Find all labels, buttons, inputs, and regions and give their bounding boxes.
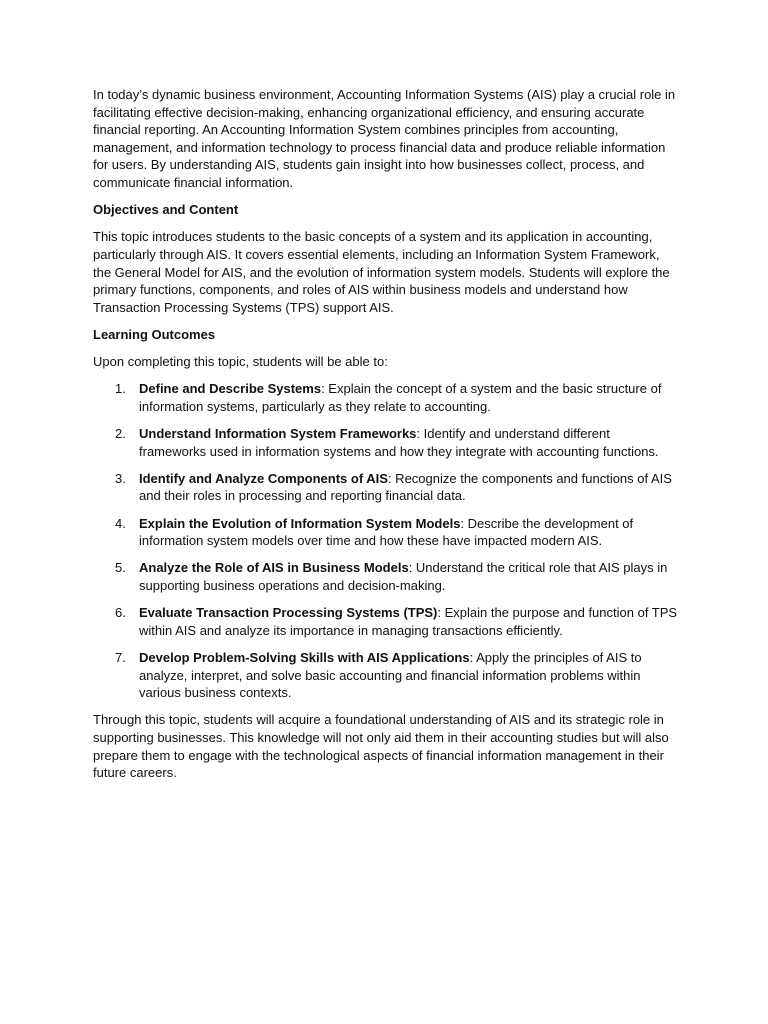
list-item-text: : Identify and understand different frameworks used in information systems and how they integrate with accounting functions. xyxy=(139,426,659,459)
list-item-term: Evaluate Transaction Processing Systems (TPS) xyxy=(139,605,438,621)
objectives-paragraph: This topic introduces students to the basic concepts of a system and its application in accounting, particularly through AIS. It covers essential elements, including an Information System Framework, the General Model for AIS, and the evolution of information system models. Students will explore the primary functions, components, and roles of AIS within business models and understand how Transaction Processing Systems (TPS) support AIS. xyxy=(93,229,670,315)
list-item-number: 4. xyxy=(115,515,126,531)
document-page xyxy=(93,86,679,791)
list-item xyxy=(93,470,679,505)
list-item-number: 2. xyxy=(115,426,126,442)
list-item xyxy=(93,604,679,639)
learning-outcomes-list xyxy=(93,380,679,701)
objectives-heading: Objectives and Content xyxy=(93,202,239,218)
list-item-term: Analyze the Role of AIS in Business Models xyxy=(139,560,409,576)
list-item-number: 1. xyxy=(115,381,126,397)
list-item-term: Explain the Evolution of Information System Models xyxy=(139,515,461,531)
list-item xyxy=(93,649,679,702)
outcomes-heading: Learning Outcomes xyxy=(93,326,216,342)
list-item-term: Identify and Analyze Components of AIS xyxy=(139,470,388,486)
list-item-number: 6. xyxy=(115,605,126,621)
list-item-text: : Describe the development of information system models over time and how these have impacted modern AIS. xyxy=(139,515,634,549)
list-item-text: : Apply the principles of AIS to analyze, interpret, and solve basic accounting and financial information problems within various business contexts. xyxy=(139,649,642,701)
list-item xyxy=(93,559,679,594)
list-item xyxy=(93,515,679,550)
list-item-number: 5. xyxy=(115,560,126,576)
list-item xyxy=(93,380,679,415)
conclusion-paragraph: Through this topic, students will acquire a foundational understanding of AIS and its strategic role in supporting businesses. This knowledge will not only aid them in their accounting studies but will also prepare them to engage with the technological aspects of financial information management in their future careers. xyxy=(93,712,669,781)
list-item-text: : Explain the purpose and function of TPS within AIS and analyze its importance in managing transactions efficiently. xyxy=(139,605,678,638)
list-item-text: : Understand the critical role that AIS plays in supporting business operations and decision-making. xyxy=(139,560,668,593)
intro-paragraph: In today’s dynamic business environment, Accounting Information Systems (AIS) play a crucial role in facilitating effective decision-making, enhancing organizational efficiency, and ensuring accurate financial reporting. An Accounting Information System combines principles from accounting, management, and information technology to process financial data and produce reliable information for users. By understanding AIS, students gain insight into how businesses collect, process, and communicate financial information. xyxy=(93,87,676,190)
list-item-text: : Recognize the components and functions of AIS and their roles in processing and reporting financial data. xyxy=(139,470,672,504)
list-item xyxy=(93,425,679,460)
list-item-text: : Explain the concept of a system and the basic structure of information systems, particularly as they relate to accounting. xyxy=(139,381,662,414)
list-item-term: Define and Describe Systems xyxy=(139,381,322,397)
list-item-number: 3. xyxy=(115,470,126,486)
list-item-term: Understand Information System Frameworks xyxy=(139,426,417,442)
outcomes-lead: Upon completing this topic, students will be able to: xyxy=(93,354,388,370)
list-item-number: 7. xyxy=(115,649,126,665)
list-item-term: Develop Problem-Solving Skills with AIS Applications xyxy=(139,649,470,665)
